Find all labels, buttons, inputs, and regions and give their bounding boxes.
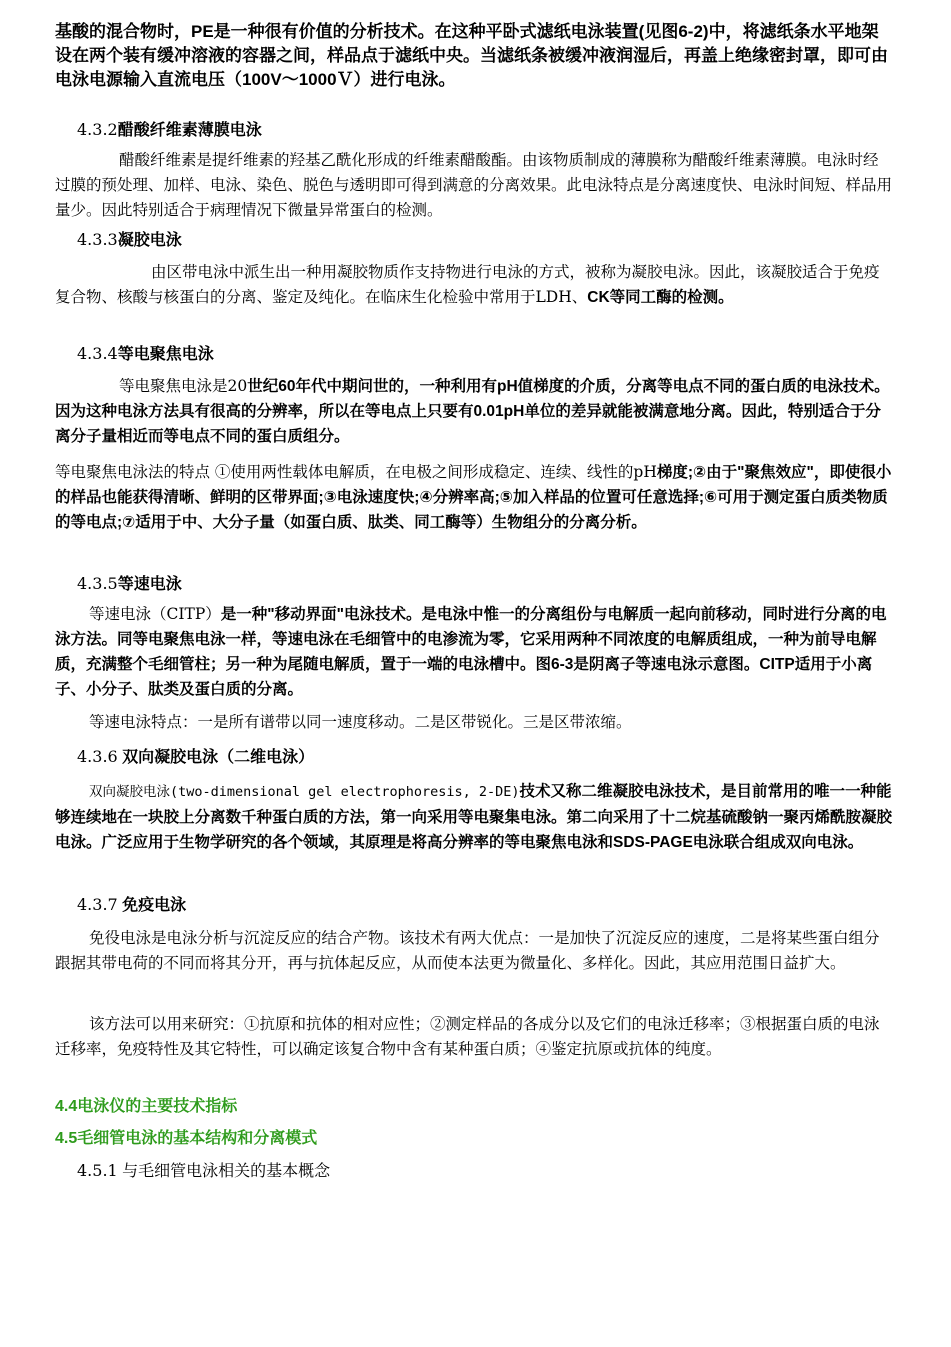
text-run: 等速电泳（CITP） xyxy=(89,605,221,623)
heading-4-5-1 xyxy=(55,1159,893,1189)
paragraph-immuno-uses: 该方法可以用来研究：①抗原和抗体的相对应性；②测定样品的各成分以及它们的电泳迁移率；③根据蛋白质的电泳迁移率，免疫特性及其它特性，可以确定该复合物中含有某种蛋白质；④鉴定抗原或抗体的纯度。 xyxy=(55,1015,880,1058)
heading-title: 免疫电泳 xyxy=(117,897,187,914)
paragraph-isotachophoresis xyxy=(55,602,893,710)
heading-number: 4.3.3 xyxy=(77,230,118,249)
heading-number: 4.3.6 xyxy=(77,747,118,766)
text-run: 是一种"移动界面"电泳技术。是电泳中惟一的分离组份与电解质一起向前移动，同时进行分离的电泳方法。同等电聚焦电泳一样，等速电泳在毛细管中的电渗流为零，它采用两种不同浓度的电解质组成，一种为前导电解质，充满整个毛细管柱；另一种为尾随电解质，置于一端的电泳槽中。图6-3是阴离子等速电泳示意图。CITP适用于小离子、小分子、肽类及蛋白质的分离。 xyxy=(55,606,887,698)
heading-4-3-3 xyxy=(55,228,893,260)
text-run: 双向凝胶电泳(two-dimensional gel electrophoresis, 2-DE) xyxy=(89,784,520,800)
heading-title: 等速电泳 xyxy=(117,576,182,593)
heading-4-3-2 xyxy=(55,118,893,148)
paragraph-cellulose-acetate: 醋酸纤维素是提纤维素的羟基乙酰化形成的纤维素醋酸酯。由该物质制成的薄膜称为醋酸纤维素薄膜。电泳时经过膜的预处理、加样、电泳、染色、脱色与透明即可得到满意的分离效果。此电泳特点是分离速度快、电泳时间短、样品用量少。因此特别适合于病理情况下微量异常蛋白的检测。 xyxy=(55,151,893,219)
paragraph-immunoelectrophoresis: 免役电泳是电泳分析与沉淀反应的结合产物。该技术有两大优点：一是加快了沉淀反应的速度，二是将某些蛋白组分跟据其带电荷的不同而将其分开，再与抗体起反应，从而使本法更为微量化、多样化。因此，其应用范围日益扩大。 xyxy=(55,929,880,972)
text-run: 世纪60年代中期问世的，一种利用有pH值梯度的介质，分离等电点不同的蛋白质的电泳技术。因为这种电泳方法具有很高的分辨率，所以在等电点上只要有0.01pH单位的差异就能被满意地分离。因此，特别适合于分离分子量相近而等电点不同的蛋白质组分。 xyxy=(55,378,890,445)
paragraph-citp-features: 等速电泳特点：一是所有谱带以同一速度移动。二是区带锐化。三是区带浓缩。 xyxy=(89,713,632,731)
heading-4-3-5 xyxy=(55,572,893,602)
heading-title: 双向凝胶电泳（二维电泳） xyxy=(117,749,315,766)
text-run: CK等同工酶的检测。 xyxy=(587,289,734,306)
heading-4-3-6 xyxy=(55,745,893,779)
section-heading-4-4: 4.4电泳仪的主要技术指标 xyxy=(55,1098,238,1115)
text-run: 技术又称二维凝胶电泳技术，是目前常用的唯一一种能够连续地在一块胶上分离数千种蛋白质的方法，第一向采用等电聚集电泳。第二向采用了十二烷基硫酸钠一聚丙烯酰胺凝胶电泳。广泛应用于生物学研究的各个领域，其原理是将高分辨率的等电聚焦电泳和SDS-PAGE电泳联合组成双向电泳。 xyxy=(55,783,893,851)
heading-number: 4.3.7 xyxy=(77,895,118,914)
heading-number: 4.3.2 xyxy=(77,120,118,139)
heading-title: 凝胶电泳 xyxy=(117,232,182,249)
text-run: 等电聚焦电泳是20 xyxy=(119,377,248,395)
paragraph-paper-electrophoresis: 基酸的混合物时，PE是一种很有价值的分析技术。在这种平卧式滤纸电泳装置(见图6-2)中，将滤纸条水平地架设在两个装有缓冲溶液的容器之间，样品点于滤纸中央。当滤纸条被缓冲液润湿后，再盖上绝缘密封罩，即可由电泳电源输入直流电压（100V～1000Ｖ）进行电泳。 xyxy=(55,22,888,89)
paragraph-2d-electrophoresis xyxy=(55,779,893,893)
paragraph-gel-electrophoresis xyxy=(55,260,893,342)
heading-4-3-7 xyxy=(55,893,893,926)
heading-4-3-4 xyxy=(55,342,893,374)
heading-title: 醋酸纤维素薄膜电泳 xyxy=(117,122,262,139)
heading-title: 等电聚焦电泳 xyxy=(117,346,214,363)
text-run: 梯度;②由于"聚焦效应"，即使很小的样品也能获得清晰、鲜明的区带界面;③电泳速度快;④分辨率高;⑤加入样品的位置可任意选择;⑥可用于测定蛋白质类物质的等电点;⑦适用于中、大分子量（如蛋白质、肽类、同工酶等）生物组分的分离分析。 xyxy=(55,464,892,531)
heading-number: 4.3.5 xyxy=(77,574,118,593)
text-run: 等电聚焦电泳法的特点 ①使用两性载体电解质，在电极之间形成稳定、连续、线性的pH xyxy=(55,463,657,481)
section-heading-4-5: 4.5毛细管电泳的基本结构和分离模式 xyxy=(55,1130,318,1147)
paragraph-isoelectric-focusing xyxy=(55,374,893,460)
heading-number: 4.5.1 xyxy=(77,1161,118,1180)
paragraph-ief-features xyxy=(55,460,893,572)
heading-title: 与毛细管电泳相关的基本概念 xyxy=(117,1163,331,1180)
heading-number: 4.3.4 xyxy=(77,344,118,363)
text-run: 由区带电泳中派生出一种用凝胶物质作支持物进行电泳的方式，被称为凝胶电泳。因此，该凝胶适合于免疫复合物、核酸与核蛋白的分离、鉴定及纯化。在临床生化检验中常用于LDH、 xyxy=(55,263,880,306)
